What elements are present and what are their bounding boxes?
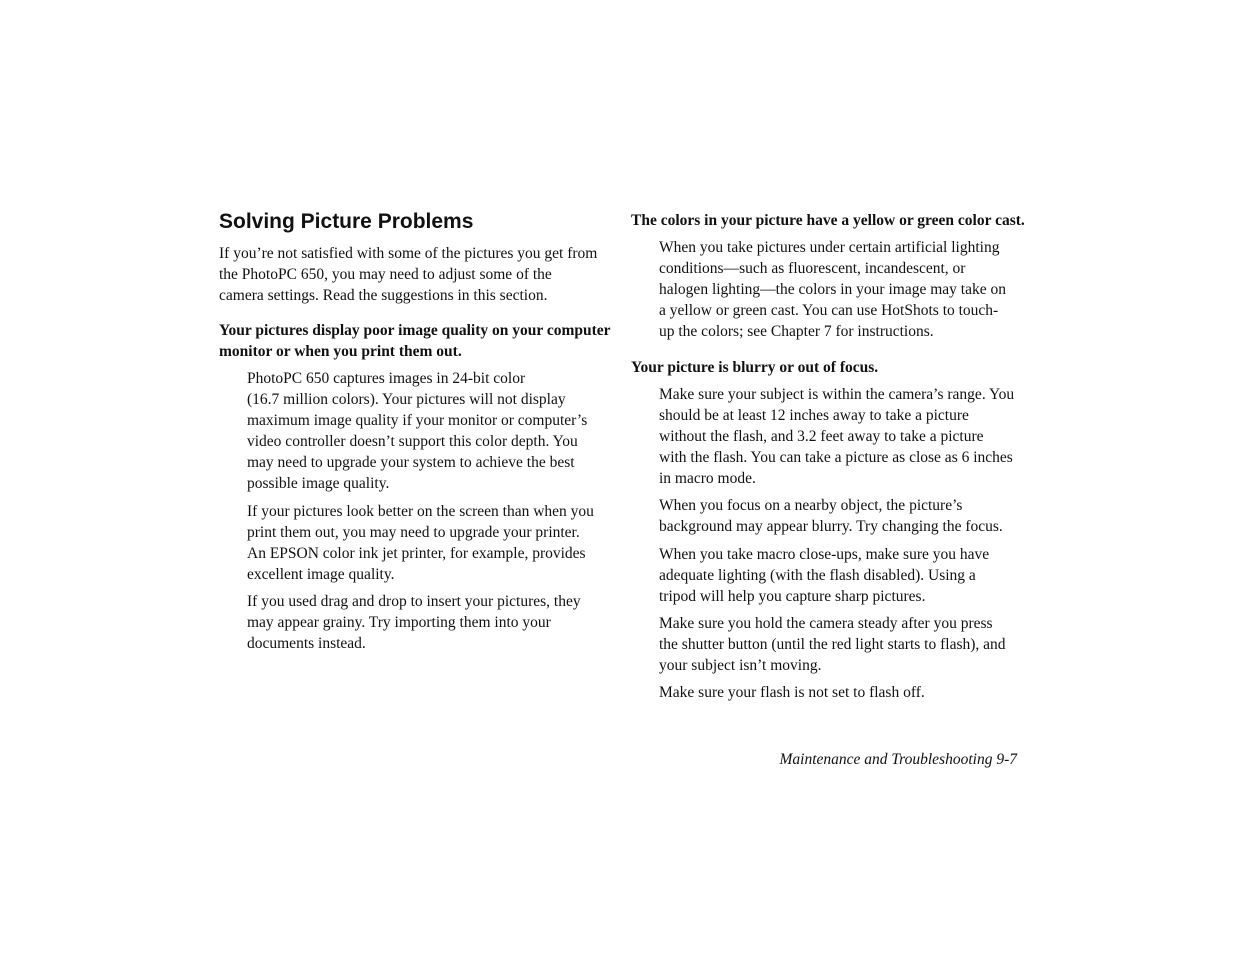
text-line: documents instead. [247, 635, 366, 652]
text-line: Make sure your flash is not set to flash off. [659, 684, 925, 701]
problem-heading-blurry [631, 357, 878, 378]
text-line: may appear grainy. Try importing them into your [247, 614, 551, 631]
text-line: up the colors; see Chapter 7 for instructions. [659, 323, 934, 340]
text-line: If your pictures look better on the screen than when you [247, 503, 594, 520]
text-line: maximum image quality if your monitor or computer’s [247, 412, 588, 429]
text-line: Make sure your subject is within the camera’s range. You [659, 386, 1015, 403]
text-line: with the flash. You can take a picture as close as 6 inches [659, 449, 1013, 466]
solution-paragraph-color-depth [247, 368, 587, 494]
text-line: excellent image quality. [247, 566, 395, 583]
solution-paragraph-lighting [659, 237, 1006, 342]
text-line: may need to upgrade your system to achieve the best [247, 454, 575, 471]
text-line: PhotoPC 650 captures images in 24-bit color [247, 370, 526, 387]
solution-paragraph-flash [659, 682, 925, 703]
solution-paragraph-range [659, 384, 1014, 489]
text-line: video controller doesn’t support this color depth. You [247, 433, 578, 450]
text-line: The colors in your picture have a yellow or green color cast. [631, 212, 1025, 229]
problem-heading-image-quality [219, 320, 611, 362]
text-line: monitor or when you print them out. [219, 343, 462, 360]
solution-paragraph-drag-drop [247, 591, 581, 654]
text-line: your subject isn’t moving. [659, 657, 822, 674]
text-line: When you take macro close-ups, make sure you have [659, 546, 990, 563]
text-line: When you take pictures under certain artificial lighting [659, 239, 1000, 256]
text-line: background may appear blurry. Try changing the focus. [659, 518, 1003, 535]
text-line: halogen lighting—the colors in your image may take on [659, 281, 1006, 298]
text-line: If you’re not satisfied with some of the pictures you get from [219, 245, 598, 262]
text-line: camera settings. Read the suggestions in this section. [219, 287, 548, 304]
text-line: tripod will help you capture sharp pictures. [659, 588, 926, 605]
text-line: An EPSON color ink jet printer, for example, provides [247, 545, 586, 562]
text-line: If you used drag and drop to insert your pictures, they [247, 593, 581, 610]
text-line: should be at least 12 inches away to take a picture [659, 407, 969, 424]
text-line: Your picture is blurry or out of focus. [631, 359, 879, 376]
text-line: When you focus on a nearby object, the picture’s [659, 497, 963, 514]
solution-paragraph-focus [659, 495, 1003, 537]
text-line: the PhotoPC 650, you may need to adjust some of the [219, 266, 552, 283]
text-line: conditions—such as fluorescent, incandescent, or [659, 260, 966, 277]
solution-paragraph-macro [659, 544, 989, 607]
text-line: adequate lighting (with the flash disabled). Using a [659, 567, 976, 584]
text-line: (16.7 million colors). Your pictures will not display [247, 391, 566, 408]
text-line: Your pictures display poor image quality on your computer [219, 322, 611, 339]
text-line: Make sure you hold the camera steady after you press [659, 615, 993, 632]
text-line: without the flash, and 3.2 feet away to take a picture [659, 428, 984, 445]
text-line: in macro mode. [659, 470, 756, 487]
text-line: possible image quality. [247, 475, 390, 492]
solution-paragraph-steady [659, 613, 1006, 676]
section-title: Solving Picture Problems [219, 210, 474, 233]
text-line: a yellow or green cast. You can use HotShots to touch- [659, 302, 999, 319]
text-line: the shutter button (until the red light starts to flash), and [659, 636, 1006, 653]
problem-heading-color-cast [631, 210, 1025, 231]
page-footer: Maintenance and Troubleshooting 9-7 [779, 751, 1017, 768]
intro-paragraph [219, 243, 597, 306]
solution-paragraph-printer [247, 501, 594, 585]
text-line: print them out, you may need to upgrade your printer. [247, 524, 580, 541]
